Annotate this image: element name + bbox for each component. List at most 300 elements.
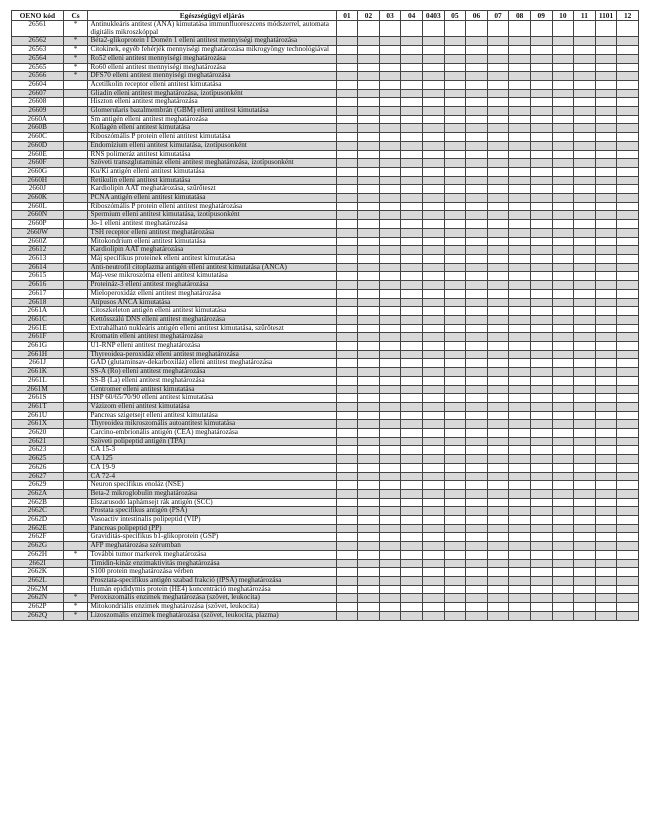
- header-col-11: 11: [574, 11, 596, 21]
- category-cell: [379, 237, 401, 246]
- header-col-0403: 0403: [422, 11, 444, 21]
- category-cell: [617, 115, 639, 124]
- category-cell: [552, 185, 574, 194]
- oeno-code-cell: 2660J: [12, 185, 64, 194]
- header-cs: Cs: [63, 11, 88, 21]
- category-cell: [530, 455, 552, 464]
- category-cell: [552, 307, 574, 316]
- category-cell: [530, 220, 552, 229]
- oeno-code-cell: 26607: [12, 89, 64, 98]
- category-cell: [595, 141, 617, 150]
- category-cell: [336, 542, 358, 551]
- category-cell: [509, 124, 531, 133]
- category-cell: [444, 63, 466, 72]
- category-cell: [379, 185, 401, 194]
- header-procedure: Egészségügyi eljárás: [88, 11, 336, 21]
- category-cell: [552, 516, 574, 525]
- oeno-code-cell: 26613: [12, 254, 64, 263]
- category-cell: [617, 359, 639, 368]
- category-cell: [595, 568, 617, 577]
- category-cell: [466, 176, 488, 185]
- category-cell: [617, 559, 639, 568]
- category-cell: [509, 446, 531, 455]
- category-cell: [401, 611, 423, 620]
- category-cell: [617, 368, 639, 377]
- category-cell: [422, 237, 444, 246]
- category-cell: [509, 481, 531, 490]
- category-cell: [530, 80, 552, 89]
- category-cell: [487, 98, 509, 107]
- category-cell: [574, 133, 596, 142]
- category-cell: [574, 211, 596, 220]
- category-cell: [574, 150, 596, 159]
- category-cell: [379, 568, 401, 577]
- cs-cell: [63, 437, 88, 446]
- category-cell: [401, 455, 423, 464]
- table-row: [12, 167, 639, 176]
- category-cell: [358, 80, 380, 89]
- category-cell: [574, 220, 596, 229]
- category-cell: [487, 420, 509, 429]
- procedure-cell: SS-B (La) elleni antitest meghatározása: [88, 376, 336, 385]
- oeno-code-cell: 2661G: [12, 342, 64, 351]
- category-cell: [617, 159, 639, 168]
- category-cell: [444, 402, 466, 411]
- category-cell: [358, 72, 380, 81]
- category-cell: [422, 585, 444, 594]
- category-cell: [401, 481, 423, 490]
- category-cell: [379, 402, 401, 411]
- category-cell: [595, 159, 617, 168]
- category-cell: [401, 577, 423, 586]
- category-cell: [487, 89, 509, 98]
- cs-cell: [63, 150, 88, 159]
- category-cell: [444, 463, 466, 472]
- cs-cell: [63, 376, 88, 385]
- category-cell: [487, 220, 509, 229]
- oeno-code-cell: 2662E: [12, 524, 64, 533]
- category-cell: [466, 533, 488, 542]
- cs-cell: [63, 315, 88, 324]
- category-cell: [422, 498, 444, 507]
- category-cell: [422, 533, 444, 542]
- category-cell: [574, 237, 596, 246]
- category-cell: [530, 194, 552, 203]
- category-cell: [617, 324, 639, 333]
- category-cell: [574, 307, 596, 316]
- category-cell: [487, 507, 509, 516]
- category-cell: [574, 89, 596, 98]
- oeno-code-cell: 26623: [12, 446, 64, 455]
- header-col-01: 01: [336, 11, 358, 21]
- category-cell: [530, 246, 552, 255]
- category-cell: [509, 376, 531, 385]
- category-cell: [595, 185, 617, 194]
- category-cell: [574, 533, 596, 542]
- oeno-code-cell: 26620: [12, 429, 64, 438]
- category-cell: [466, 289, 488, 298]
- oeno-code-cell: 2662Q: [12, 611, 64, 620]
- category-cell: [574, 507, 596, 516]
- header-col-03: 03: [379, 11, 401, 21]
- category-cell: [336, 420, 358, 429]
- category-cell: [379, 220, 401, 229]
- category-cell: [487, 176, 509, 185]
- category-cell: [574, 585, 596, 594]
- category-cell: [466, 324, 488, 333]
- category-cell: [336, 463, 358, 472]
- category-cell: [617, 98, 639, 107]
- category-cell: [358, 350, 380, 359]
- category-cell: [401, 289, 423, 298]
- category-cell: [444, 568, 466, 577]
- category-cell: [444, 237, 466, 246]
- category-cell: [379, 481, 401, 490]
- category-cell: [401, 159, 423, 168]
- cs-cell: [63, 498, 88, 507]
- category-cell: [595, 194, 617, 203]
- category-cell: [617, 63, 639, 72]
- category-cell: [466, 550, 488, 559]
- category-cell: [574, 281, 596, 290]
- category-cell: [358, 516, 380, 525]
- category-cell: [422, 429, 444, 438]
- category-cell: [336, 159, 358, 168]
- category-cell: [422, 98, 444, 107]
- category-cell: [487, 577, 509, 586]
- category-cell: [530, 98, 552, 107]
- cs-cell: [63, 167, 88, 176]
- category-cell: [422, 455, 444, 464]
- category-cell: [422, 194, 444, 203]
- oeno-code-cell: 26566: [12, 72, 64, 81]
- category-cell: [509, 550, 531, 559]
- category-cell: [379, 411, 401, 420]
- category-cell: [617, 194, 639, 203]
- category-cell: [444, 254, 466, 263]
- category-cell: [487, 202, 509, 211]
- oeno-code-cell: 26618: [12, 298, 64, 307]
- category-cell: [574, 263, 596, 272]
- category-cell: [379, 141, 401, 150]
- cs-cell: [63, 289, 88, 298]
- category-cell: [358, 63, 380, 72]
- category-cell: [617, 516, 639, 525]
- table-row: [12, 281, 639, 290]
- category-cell: [422, 54, 444, 63]
- category-cell: [509, 542, 531, 551]
- category-cell: [595, 115, 617, 124]
- category-cell: [530, 559, 552, 568]
- procedure-cell: Pancreas polipeptid (PP): [88, 524, 336, 533]
- cs-cell: [63, 263, 88, 272]
- category-cell: [336, 80, 358, 89]
- category-cell: [552, 411, 574, 420]
- category-cell: [401, 150, 423, 159]
- category-cell: [487, 455, 509, 464]
- category-cell: [422, 359, 444, 368]
- category-cell: [358, 611, 380, 620]
- category-cell: [509, 202, 531, 211]
- category-cell: [401, 46, 423, 55]
- category-cell: [466, 559, 488, 568]
- category-cell: [530, 228, 552, 237]
- category-cell: [487, 533, 509, 542]
- procedure-cell: Ro52 elleni antitest mennyiségi meghatározása: [88, 54, 336, 63]
- category-cell: [466, 298, 488, 307]
- category-cell: [466, 568, 488, 577]
- category-cell: [509, 89, 531, 98]
- category-cell: [617, 202, 639, 211]
- category-cell: [422, 463, 444, 472]
- oeno-code-cell: 2661S: [12, 394, 64, 403]
- category-cell: [617, 167, 639, 176]
- category-cell: [422, 376, 444, 385]
- category-cell: [509, 46, 531, 55]
- category-cell: [552, 368, 574, 377]
- category-cell: [379, 577, 401, 586]
- category-cell: [530, 429, 552, 438]
- category-cell: [617, 89, 639, 98]
- category-cell: [487, 542, 509, 551]
- category-cell: [358, 54, 380, 63]
- procedure-cell: Acetilkolin receptor elleni antitest kimutatása: [88, 80, 336, 89]
- category-cell: [552, 194, 574, 203]
- category-cell: [574, 194, 596, 203]
- header-col-10: 10: [552, 11, 574, 21]
- category-cell: [530, 211, 552, 220]
- category-cell: [444, 211, 466, 220]
- cs-cell: [63, 281, 88, 290]
- category-cell: [487, 489, 509, 498]
- category-cell: [401, 133, 423, 142]
- category-cell: [617, 307, 639, 316]
- category-cell: [379, 133, 401, 142]
- category-cell: [401, 298, 423, 307]
- category-cell: [466, 376, 488, 385]
- cs-cell: [63, 124, 88, 133]
- category-cell: [530, 281, 552, 290]
- oeno-code-cell: 2661J: [12, 359, 64, 368]
- category-cell: [509, 167, 531, 176]
- category-cell: [595, 89, 617, 98]
- category-cell: [336, 498, 358, 507]
- category-cell: [379, 524, 401, 533]
- category-cell: [509, 307, 531, 316]
- category-cell: [530, 115, 552, 124]
- category-cell: [530, 37, 552, 46]
- category-cell: [466, 307, 488, 316]
- category-cell: [336, 272, 358, 281]
- category-cell: [422, 603, 444, 612]
- category-cell: [379, 315, 401, 324]
- procedure-cell: AFP meghatározása szérumban: [88, 542, 336, 551]
- category-cell: [401, 472, 423, 481]
- category-cell: [401, 524, 423, 533]
- category-cell: [552, 281, 574, 290]
- category-cell: [617, 481, 639, 490]
- oeno-code-cell: 2660G: [12, 167, 64, 176]
- category-cell: [595, 263, 617, 272]
- cs-cell: [63, 350, 88, 359]
- category-cell: [358, 228, 380, 237]
- category-cell: [552, 342, 574, 351]
- category-cell: [530, 516, 552, 525]
- category-cell: [574, 202, 596, 211]
- procedure-cell: Ro60 elleni antitest mennyiségi meghatározása: [88, 63, 336, 72]
- category-cell: [617, 124, 639, 133]
- cs-cell: *: [63, 63, 88, 72]
- category-cell: [444, 350, 466, 359]
- category-cell: [336, 516, 358, 525]
- procedure-cell: Thyreoidea mikroszomális autoantitest kimutatása: [88, 420, 336, 429]
- category-cell: [530, 524, 552, 533]
- category-cell: [422, 185, 444, 194]
- category-cell: [336, 246, 358, 255]
- category-cell: [530, 489, 552, 498]
- category-cell: [552, 524, 574, 533]
- category-cell: [574, 498, 596, 507]
- category-cell: [336, 141, 358, 150]
- category-cell: [509, 533, 531, 542]
- table-row: [12, 611, 639, 620]
- category-cell: [422, 46, 444, 55]
- category-cell: [336, 603, 358, 612]
- category-cell: [444, 524, 466, 533]
- header-col-05: 05: [444, 11, 466, 21]
- category-cell: [574, 80, 596, 89]
- category-cell: [444, 385, 466, 394]
- category-cell: [444, 115, 466, 124]
- category-cell: [595, 577, 617, 586]
- category-cell: [574, 298, 596, 307]
- category-cell: [379, 324, 401, 333]
- category-cell: [530, 289, 552, 298]
- category-cell: [358, 577, 380, 586]
- procedure-cell: U1-RNP elleni antitest meghatározása: [88, 342, 336, 351]
- category-cell: [617, 533, 639, 542]
- category-cell: [530, 611, 552, 620]
- category-cell: [552, 603, 574, 612]
- table-row: [12, 228, 639, 237]
- table-row: [12, 289, 639, 298]
- category-cell: [379, 80, 401, 89]
- category-cell: [444, 176, 466, 185]
- category-cell: [509, 585, 531, 594]
- category-cell: [530, 89, 552, 98]
- category-cell: [595, 594, 617, 603]
- oeno-code-cell: 2660B: [12, 124, 64, 133]
- category-cell: [530, 481, 552, 490]
- category-cell: [336, 298, 358, 307]
- category-cell: [358, 307, 380, 316]
- category-cell: [530, 577, 552, 586]
- category-cell: [552, 542, 574, 551]
- category-cell: [401, 333, 423, 342]
- category-cell: [379, 394, 401, 403]
- header-col-04: 04: [401, 11, 423, 21]
- category-cell: [552, 429, 574, 438]
- cs-cell: [63, 220, 88, 229]
- category-cell: [595, 507, 617, 516]
- category-cell: [509, 133, 531, 142]
- category-cell: [509, 603, 531, 612]
- cs-cell: [63, 185, 88, 194]
- category-cell: [530, 263, 552, 272]
- category-cell: [379, 603, 401, 612]
- procedure-cell: Spermium elleni antitest kimutatása, izotípusonként: [88, 211, 336, 220]
- oeno-code-cell: 2660E: [12, 150, 64, 159]
- category-cell: [595, 359, 617, 368]
- category-cell: [595, 437, 617, 446]
- cs-cell: [63, 577, 88, 586]
- category-cell: [509, 568, 531, 577]
- category-cell: [444, 37, 466, 46]
- category-cell: [466, 21, 488, 37]
- category-cell: [595, 376, 617, 385]
- category-cell: [444, 411, 466, 420]
- category-cell: [595, 21, 617, 37]
- category-cell: [422, 472, 444, 481]
- procedure-cell: Mieloperoxidáz elleni antitest meghatározása: [88, 289, 336, 298]
- category-cell: [336, 324, 358, 333]
- category-cell: [552, 385, 574, 394]
- category-cell: [617, 237, 639, 246]
- category-cell: [574, 124, 596, 133]
- table-row: [12, 107, 639, 116]
- category-cell: [444, 281, 466, 290]
- procedure-cell: Atípusos ANCA kimutatása: [88, 298, 336, 307]
- cs-cell: [63, 489, 88, 498]
- category-cell: [401, 246, 423, 255]
- category-cell: [617, 263, 639, 272]
- category-cell: [401, 402, 423, 411]
- category-cell: [422, 446, 444, 455]
- procedure-cell: Jo-1 elleni antitest meghatározása: [88, 220, 336, 229]
- category-cell: [595, 550, 617, 559]
- category-cell: [336, 21, 358, 37]
- category-cell: [574, 524, 596, 533]
- category-cell: [530, 46, 552, 55]
- category-cell: [379, 368, 401, 377]
- category-cell: [379, 350, 401, 359]
- category-cell: [617, 463, 639, 472]
- category-cell: [466, 611, 488, 620]
- oeno-code-cell: 2662F: [12, 533, 64, 542]
- category-cell: [336, 46, 358, 55]
- category-cell: [509, 507, 531, 516]
- category-cell: [617, 446, 639, 455]
- category-cell: [617, 107, 639, 116]
- category-cell: [358, 220, 380, 229]
- category-cell: [444, 185, 466, 194]
- cs-cell: [63, 411, 88, 420]
- category-cell: [617, 394, 639, 403]
- category-cell: [595, 411, 617, 420]
- category-cell: [509, 402, 531, 411]
- category-cell: [358, 89, 380, 98]
- category-cell: [466, 359, 488, 368]
- category-cell: [574, 577, 596, 586]
- category-cell: [444, 359, 466, 368]
- category-cell: [358, 559, 380, 568]
- category-cell: [379, 211, 401, 220]
- category-cell: [379, 542, 401, 551]
- cs-cell: [63, 359, 88, 368]
- category-cell: [595, 167, 617, 176]
- procedure-cell: Neuron specifikus enoláz (NSE): [88, 481, 336, 490]
- category-cell: [379, 455, 401, 464]
